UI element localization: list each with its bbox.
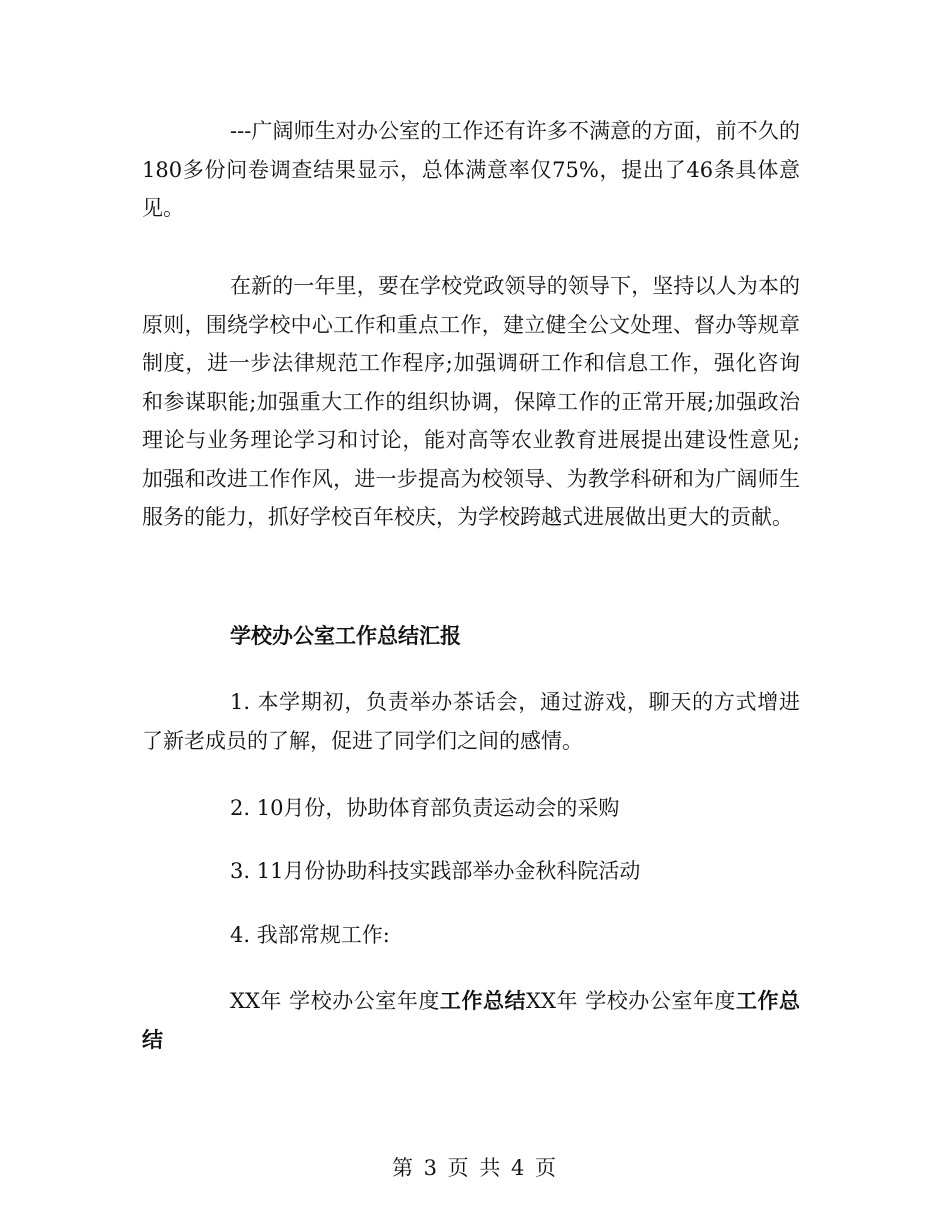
list-item-1: 1. 本学期初，负责举办茶话会，通过游戏，聊天的方式增进了新老成员的了解，促进了同学们之间的感情。 (142, 690, 800, 753)
list-item-3: 3. 11月份协助科技实践部举办金秋科院活动 (230, 859, 641, 883)
summary-bold-1: 工作总结 (439, 988, 527, 1013)
paragraph-annual-summary (142, 982, 800, 1059)
summary-text-2: XX年 学校办公室年度 (526, 989, 736, 1013)
list-item-2: 2. 10月份，协助体育部负责运动会的采购 (230, 796, 620, 820)
paragraph-survey-results: ---广阔师生对办公室的工作还有许多不满意的方面，前不久的180多份问卷调查结果显示，总体满意率仅75%，提出了46条具体意见。 (142, 119, 800, 220)
summary-text-1: XX年 学校办公室年度 (230, 989, 440, 1013)
summary-bold-2: 工作总结 (142, 988, 801, 1052)
page-number-footer: 第 3 页 共 4 页 (391, 1156, 559, 1180)
paragraph-new-year-plan: 在新的一年里，要在学校党政领导的领导下，坚持以人为本的原则，围绕学校中心工作和重点工作，建立健全公文处理、督办等规章制度，进一步法律规范工作程序;加强调研工作和信息工作，强化咨询和参谋职能;加强重大工作的组织协调，保障工作的正常开展;加强政治理论与业务理论学习和讨论，能对高等农业教育进展提出建设性意见;加强和改进工作作风，进一步提高为校领导、为教学科研和为广阔师生服务的能力，抓好学校百年校庆，为学校跨越式进展做出更大的贡献。 (142, 274, 800, 529)
list-item-4: 4. 我部常规工作: (230, 923, 390, 947)
section-heading: 学校办公室工作总结汇报 (230, 623, 461, 648)
